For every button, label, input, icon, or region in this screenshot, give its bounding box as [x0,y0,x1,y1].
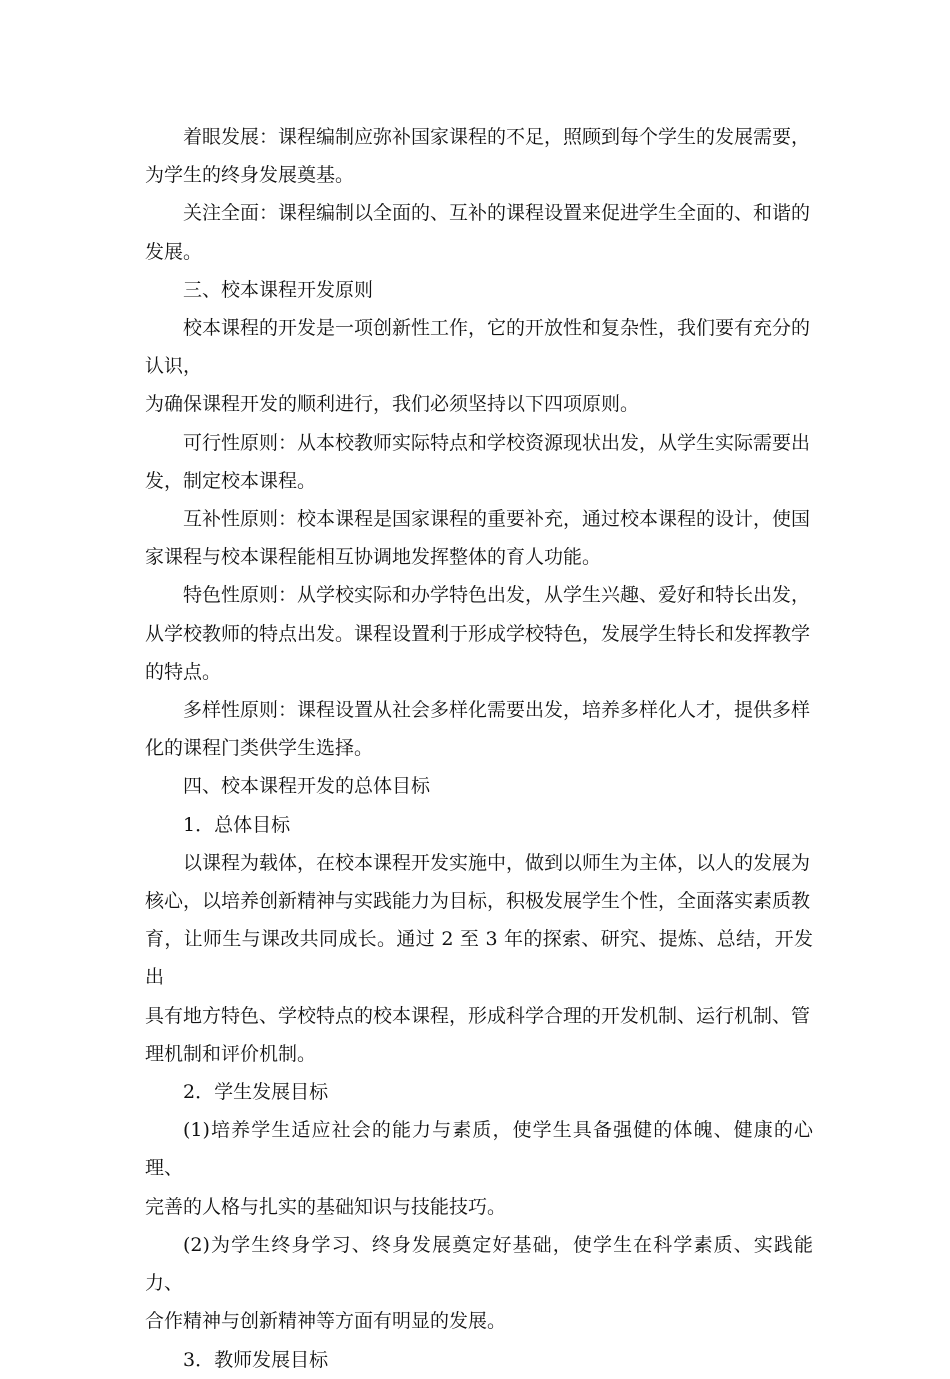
heading-text: 3．教师发展目标 [183,1348,329,1371]
text-line: (2)为学生终身学习、终身发展奠定好基础，使学生在科学素质、实践能力、 [145,1233,813,1295]
text-line: 育，让师生与课改共同成长。通过 2 至 3 年的探索、研究、提炼、总结，开发出 [145,928,813,989]
text-line: 发，制定校本课程。 [145,469,317,492]
paragraph-principles-intro [145,309,813,385]
heading-text: 2．学生发展目标 [183,1081,329,1104]
paragraph-feasibility-principle [145,424,813,500]
subheading-overall-goal [145,806,813,844]
text-line: 校本课程的开发是一项创新性工作，它的开放性和复杂性，我们要有充分的 [183,317,811,340]
text-line: 完善的人格与扎实的基础知识与技能技巧。 [145,1195,507,1218]
text-line: 具有地方特色、学校特点的校本课程，形成科学合理的开发机制、运行机制、管 [145,1004,811,1027]
paragraph-complementary-principle [145,500,813,576]
text-line: (1)培养学生适应社会的能力与素质，使学生具备强健的体魄、健康的心理、 [145,1119,813,1180]
subheading-student-goals [145,1073,813,1111]
text-line: 着眼发展：课程编制应弥补国家课程的不足，照顾到每个学生的发展需要， [183,126,811,148]
text-line: 互补性原则：校本课程是国家课程的重要补充，通过校本课程的设计，使国 [183,508,811,531]
paragraph-overall-goal [145,844,813,1073]
paragraph-student-goal-2 [145,1226,813,1341]
paragraph-student-goal-1 [145,1111,813,1226]
text-line: 从学校教师的特点出发。课程设置利于形成学校特色，发展学生特长和发挥教学 [145,622,811,645]
paragraph-four-principles [145,385,813,423]
text-line: 为确保课程开发的顺利进行，我们必须坚持以下四项原则。 [145,393,640,416]
section-heading-principles [145,271,813,309]
text-line: 以课程为载体，在校本课程开发实施中，做到以师生为主体，以人的发展为 [183,851,811,874]
text-line: 多样性原则：课程设置从社会多样化需要出发，培养多样化人才，提供多样 [183,699,811,722]
heading-text: 三、校本课程开发原则 [183,278,374,301]
paragraph-diversity-principle [145,691,813,767]
text-line: 发展。 [145,240,203,263]
section-heading-overall-goals [145,767,813,805]
paragraph-focus-comprehensive [145,194,813,270]
text-line: 的特点。 [145,660,222,683]
paragraph-characteristic-principle [145,576,813,691]
text-line: 关注全面：课程编制以全面的、互补的课程设置来促进学生全面的、和谐的 [183,202,811,225]
heading-text: 四、校本课程开发的总体目标 [183,775,431,798]
text-line: 化的课程门类供学生选择。 [145,737,374,760]
text-line: 可行性原则：从本校教师实际特点和学校资源现状出发，从学生实际需要出 [183,431,811,454]
text-line: 特色性原则：从学校实际和办学特色出发，从学生兴趣、爱好和特长出发， [183,584,811,607]
text-line: 理机制和评价机制。 [145,1042,317,1065]
document-body [145,118,813,1379]
text-line: 核心，以培养创新精神与实践能力为目标，积极发展学生个性，全面落实素质教 [145,890,811,913]
heading-text: 1．总体目标 [183,813,291,836]
text-line: 合作精神与创新精神等方面有明显的发展。 [145,1310,507,1333]
text-line: 家课程与校本课程能相互协调地发挥整体的育人功能。 [145,546,602,569]
subheading-teacher-goals [145,1341,813,1379]
paragraph-focus-development [145,118,813,194]
text-line: 认识， [145,355,203,378]
text-line: 为学生的终身发展奠基。 [145,164,355,187]
